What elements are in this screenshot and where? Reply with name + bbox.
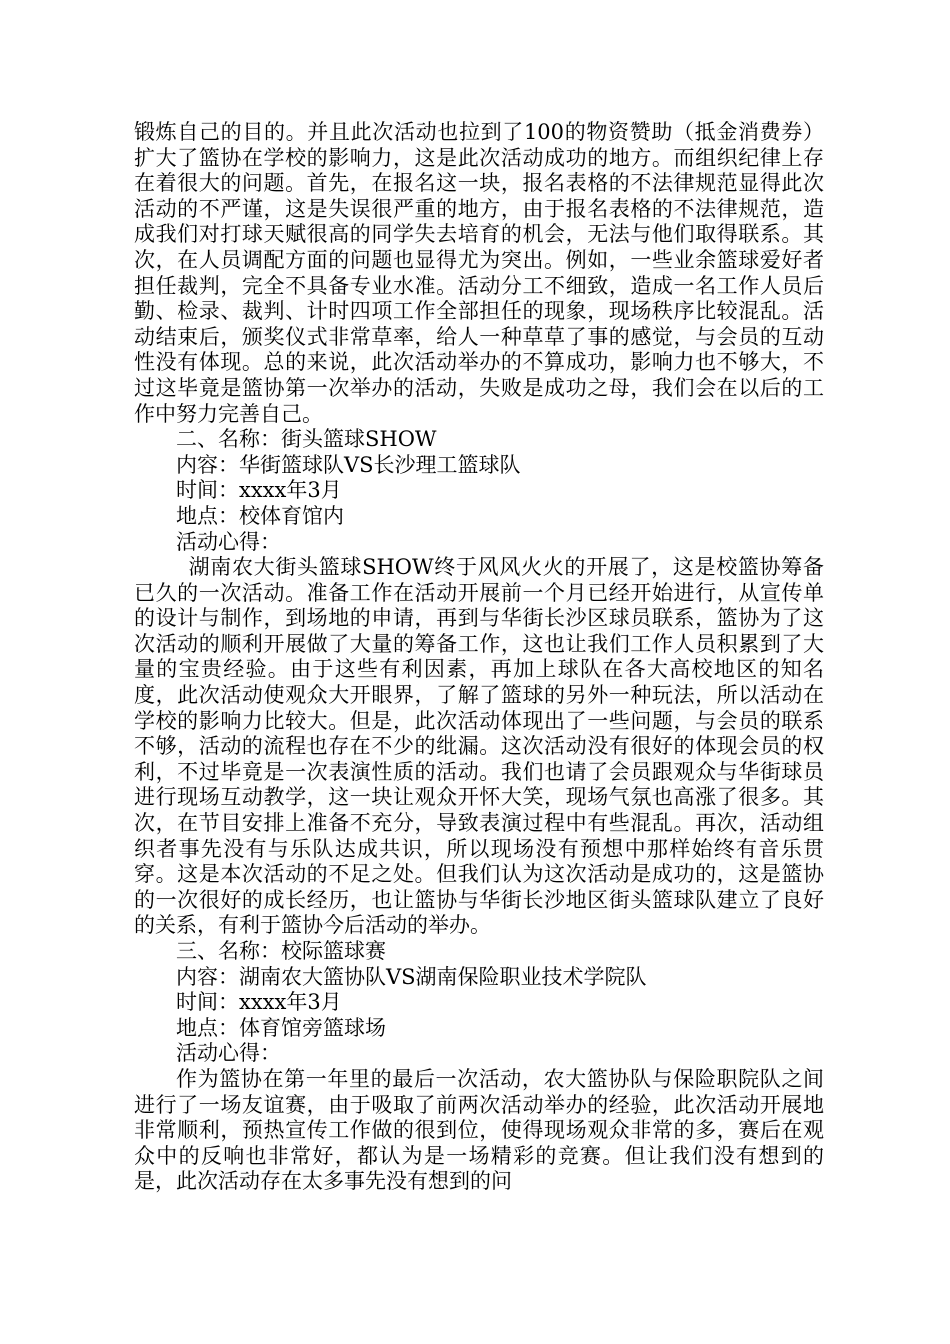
section-3-title: 三、名称：校际篮球赛 (176, 939, 386, 963)
section-3-content: 内容：湖南农大篮协队VS湖南保险职业技术学院队 (176, 964, 647, 989)
document-body (134, 120, 824, 1195)
section-3-review-label: 活动心得： (176, 1041, 281, 1066)
section-2-location: 地点：校体育馆内 (176, 503, 344, 528)
section-2-time: 时间：xxxx年3月 (176, 478, 342, 503)
section-2-content: 内容：华街篮球队VS长沙理工篮球队 (176, 452, 521, 477)
section-2-review-label: 活动心得： (176, 529, 281, 554)
paragraph-activity-2-review: 湖南农大街头篮球SHOW终于风风火火的开展了，这是校篮协筹备已久的一次活动。准备工作在活动开展前一个月已经开始进行，从宣传单的设计与制作，到场地的申请，再到与华街长沙区球员联系，篮协为了这次活动的顺利开展做了大量的筹备工作，这也让我们工作人员积累到了大量的宝贵经验。由于这些有利因素，再加上球队在各大高校地区的知名度，此次活动使观众大开眼界，了解了篮球的另外一种玩法，所以活动在学校的影响力比较大。但是，此次活动体现出了一些问题，与会员的联系不够，活动的流程也存在不少的纰漏。这次活动没有很好的体现会员的权利，不过毕竟是一次表演性质的活动。我们也请了会员跟观众与华街球员进行现场互动教学，这一块让观众开怀大笑，现场气氛也高涨了很多。其次，在节目安排上准备不充分，导致表演过程中有些混乱。再次，活动组织者事先没有与乐队达成共识，所以现场没有预想中那样始终有音乐贯穿。这是本次活动的不足之处。但我们认为这次活动是成功的，这是篮协的一次很好的成长经历，也让篮协与华街长沙地区街头篮球队建立了良好的关系，有利于篮协今后活动的举办。 (134, 555, 824, 938)
paragraph-activity-3-review: 作为篮协在第一年里的最后一次活动，农大篮协队与保险职院队之间进行了一场友谊赛，由于吸取了前两次活动举办的经验，此次活动开展地非常顺利，预热宣传工作做的很到位，使得现场观众非常的多，赛后在观众中的反响也非常好，都认为是一场精彩的竞赛。但让我们没有想到的是，此次活动存在太多事先没有想到的问 (134, 1066, 824, 1194)
section-3-location: 地点：体育馆旁篮球场 (176, 1015, 386, 1040)
section-3-time: 时间：xxxx年3月 (176, 990, 342, 1015)
section-2-title: 二、名称：街头篮球SHOW (176, 427, 437, 452)
paragraph-activity-1-review: 锻炼自己的目的。并且此次活动也拉到了100的物资赞助（抵金消费券）扩大了篮协在学校的影响力，这是此次活动成功的地方。而组织纪律上存在着很大的问题。首先，在报名这一块，报名表格的不法律规范显得此次活动的不严谨，这是失误很严重的地方，由于报名表格的不法律规范，造成我们对打球天赋很高的同学失去培育的机会，无法与他们取得联系。其次，在人员调配方面的问题也显得尤为突出。例如，一些业余篮球爱好者担任裁判，完全不具备专业水准。活动分工不细致，造成一名工作人员后勤、检录、裁判、计时四项工作全部担任的现象，现场秩序比较混乱。活动结束后，颁奖仪式非常草率，给人一种草草了事的感觉，与会员的互动性没有体现。总的来说，此次活动举办的不算成功，影响力也不够大，不过这毕竟是篮协第一次举办的活动，失败是成功之母，我们会在以后的工作中努力完善自己。 (134, 120, 824, 426)
